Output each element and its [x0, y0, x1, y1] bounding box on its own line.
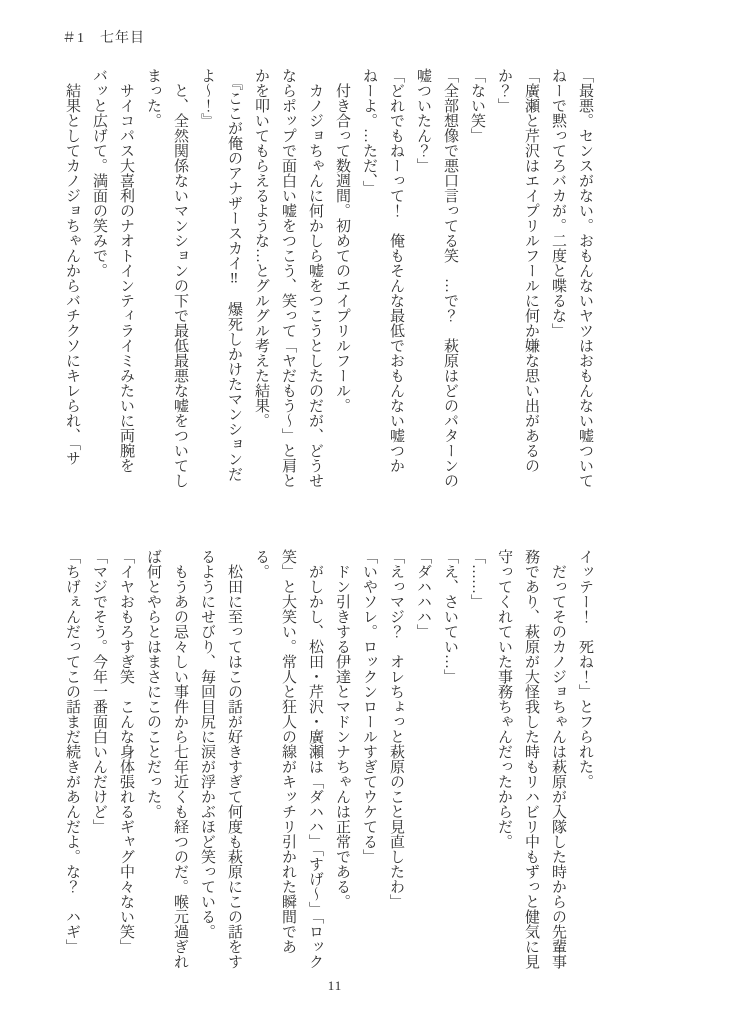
- paragraph: 『ここが俺のアナザースカイ‼ 爆死しかけたマンションだよ～！』: [199, 68, 242, 482]
- paragraph: カノジョちゃんに何かしら嘘をつこうとしたのだが、どうせならポップで面白い嘘をつこう、笑って「ヤだもう～」と肩とかを叩いてもらえるような…とグルグル考えた結果。: [253, 68, 323, 488]
- paragraph: 「イヤおもろすぎ笑 こんな身体張れるギャグ中々ない笑」: [118, 549, 134, 954]
- paragraph: 結果としてカノジョちゃんからバチクソにキレられ、「サ: [64, 68, 80, 466]
- paragraph: と、全然関係ないマンションの下で最低最悪な嘘をついてしまった。: [145, 68, 188, 488]
- paragraph: 「ない笑」: [469, 68, 485, 143]
- paragraph: 「ダハハハ」: [415, 549, 431, 639]
- text-block-top: [58, 68, 598, 490]
- paragraph: 「いやソレ。ロックンロールすぎてウケてる」: [361, 549, 377, 864]
- paragraph: イッテー！ 死ね！」とフられた。: [577, 549, 593, 789]
- paragraph: もうあの忌々しい事件から七年近くも経つのだ。喉元過ぎれば何とやらとはまさにこのことだった。: [145, 549, 188, 969]
- paragraph: 「最悪。センスがない。おもんないヤツはおもんない嘘ついてねーで黙ってろバカが。二度と喋るな」: [550, 68, 593, 488]
- paragraph: 「どれでもねーって！ 俺もそんな最低でおもんない嘘つかねーよ。…ただ、」: [361, 68, 404, 473]
- paragraph: 「マジでそう。今年一番面白いんだけど」: [91, 549, 107, 834]
- paragraph: ドン引きする伊達とマドンナちゃんは正常である。: [334, 549, 350, 909]
- paragraph: 「ちげぇんだってこの話まだ続きがあんだよ。な？ ハギ」: [64, 549, 80, 954]
- page-number: 11: [327, 978, 343, 993]
- paragraph: 「全部想像で悪口言ってる笑 …で？ 萩原はどのパターンの嘘ついたん？」: [415, 68, 458, 488]
- text-block-bottom: [58, 549, 598, 971]
- paragraph: サイコパス大喜利のナオトインティライミみたいに両腕をバッと広げて。満面の笑みで。: [91, 68, 134, 473]
- paragraph: 「え、さいてい…」: [442, 549, 458, 684]
- chapter-header: ＃1 七年目: [62, 31, 145, 46]
- paragraph: 「廣瀬と芹沢はエイプリルフールに何か嫌な思い出があるのか？」: [496, 68, 539, 473]
- paragraph: 「えっマジ？ オレちょっと萩原のこと見直したわ」: [388, 549, 404, 909]
- paragraph: 「……」: [469, 549, 485, 609]
- paragraph: 付き合って数週間。初めてのエイプリルフール。: [334, 68, 350, 413]
- paragraph: がしかし、松田・芹沢・廣瀬は「ダハハ」「すげ～」「ロック笑」と大笑い。常人と狂人の線がキッチリ引かれた瞬間である。: [253, 549, 323, 969]
- paragraph: だってそのカノジョちゃんは萩原が入隊した時からの先輩事務であり、萩原が大怪我した時もリハビリ中もずっと健気に見守ってくれていた事務ちゃんだったからだ。: [496, 549, 566, 969]
- paragraph: 松田に至ってはこの話が好きすぎて何度も萩原にこの話をするようにせびり、毎回目尻に涙が浮かぶほど笑っている。: [199, 549, 242, 969]
